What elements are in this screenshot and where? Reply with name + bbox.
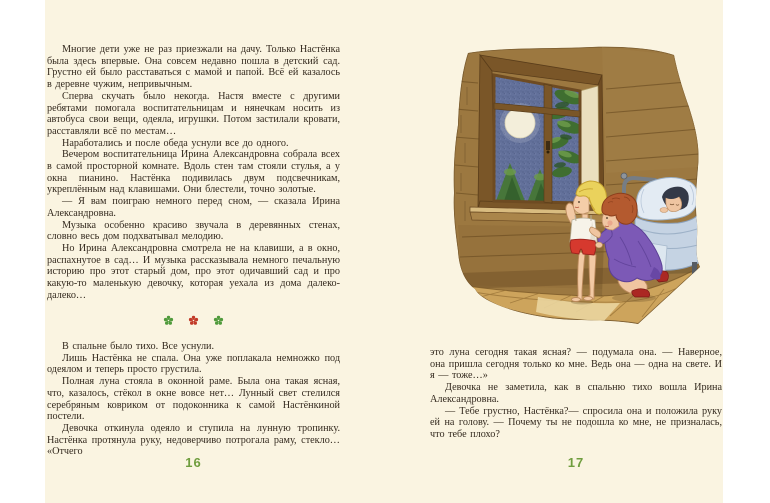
caregiver-shoe (632, 289, 650, 297)
paragraph: Сперва скучать было некогда. Настя вместе с другими ребятами помогала воспитательницам и нянечкам носить из автобуса свои вещи, одеяла, игрушки. Потом застилали кровати, расставляли всё по местам… (47, 90, 340, 137)
flower-ornament-icon (213, 315, 224, 326)
ornament-divider (47, 311, 340, 329)
paragraph: Девочка откинула одеяло и ступила на лунную тропинку. Настёнка протянула руку, недоверчиво потрогала раму, стекло… «Отчего (47, 422, 340, 458)
paragraph: — Я вам поиграю немного перед сном, — сказала Ирина Александровна. (47, 196, 340, 219)
paragraph: Наработались и после обеда уснули все до одного. (62, 137, 289, 149)
paragraph: Музыка особенно красиво звучала в деревянных стенах, словно весь дом подхватывал мелодию. (47, 219, 340, 243)
paragraph: Вечером воспитательница Ирина Александровна собрала всех в самой просторной комнате. Вдоль стен там стояли стулья, а у окна пианино. Настёнка подивилась двум подсвечникам, укреплённым над клавишами. Они блестели, точно золотые. (47, 149, 340, 196)
caregiver-hand (596, 242, 603, 248)
paragraph: это луна сегодня такая ясная? — подумала она. — Наверное, она пришла сегодня только ко мне. Ведь она — одна на свете. И я — тоже…» (430, 347, 722, 382)
paragraph: В спальне было тихо. Все уснули. (62, 341, 215, 352)
paragraph: Полная луна стояла в оконной раме. Была она такая ясная, что, казалось, стёкол в окне вовсе нет… Лунный свет стелился серебряным ковриком от подоконника к самой Настёнкиной постели. (47, 376, 340, 423)
paragraph: — Тебе грустно, Настёнка?— спросила она и положила руку ей на голову. — Почему ты не подошла ко мне, не призналась, что тебе плохо? (430, 405, 722, 440)
window-latch (546, 141, 550, 150)
paragraph: Многие дети уже не раз приезжали на дачу. Только Настёнка была здесь впервые. Она совсем недавно пошла в детский сад. Грустно ей было расставаться с мамой и папой. Всё ей казалось в деревне чужим, непривычным. (47, 44, 340, 91)
paragraph: Но Ирина Александровна смотрела не на клавиши, а в окно, распахнутое в сад… И музыка рассказывала немного печальную историю про этот старый дом, про этот одичавший сад и про какую-то маленькую девочку, которая уехала из дома далеко-далеко… (47, 242, 340, 301)
flower-ornament-icon (163, 315, 174, 326)
page-right-text (430, 347, 722, 441)
illustration (452, 45, 706, 327)
page-number-right: 17 (567, 455, 585, 470)
page-number-left: 16 (185, 455, 202, 470)
girl-red-shorts (570, 239, 596, 255)
page-left-text-top (47, 44, 340, 301)
page-left-text-bottom (47, 341, 340, 458)
bed-leg (692, 262, 697, 274)
flower-ornament-icon (188, 315, 199, 326)
paragraph: Девочка не заметила, как в спальню тихо вошла Ирина Александровна. (430, 382, 722, 405)
paragraph: Лишь Настёнка не спала. Она уже поплакала немножко под одеялом и теперь просто грустила. (47, 352, 340, 376)
